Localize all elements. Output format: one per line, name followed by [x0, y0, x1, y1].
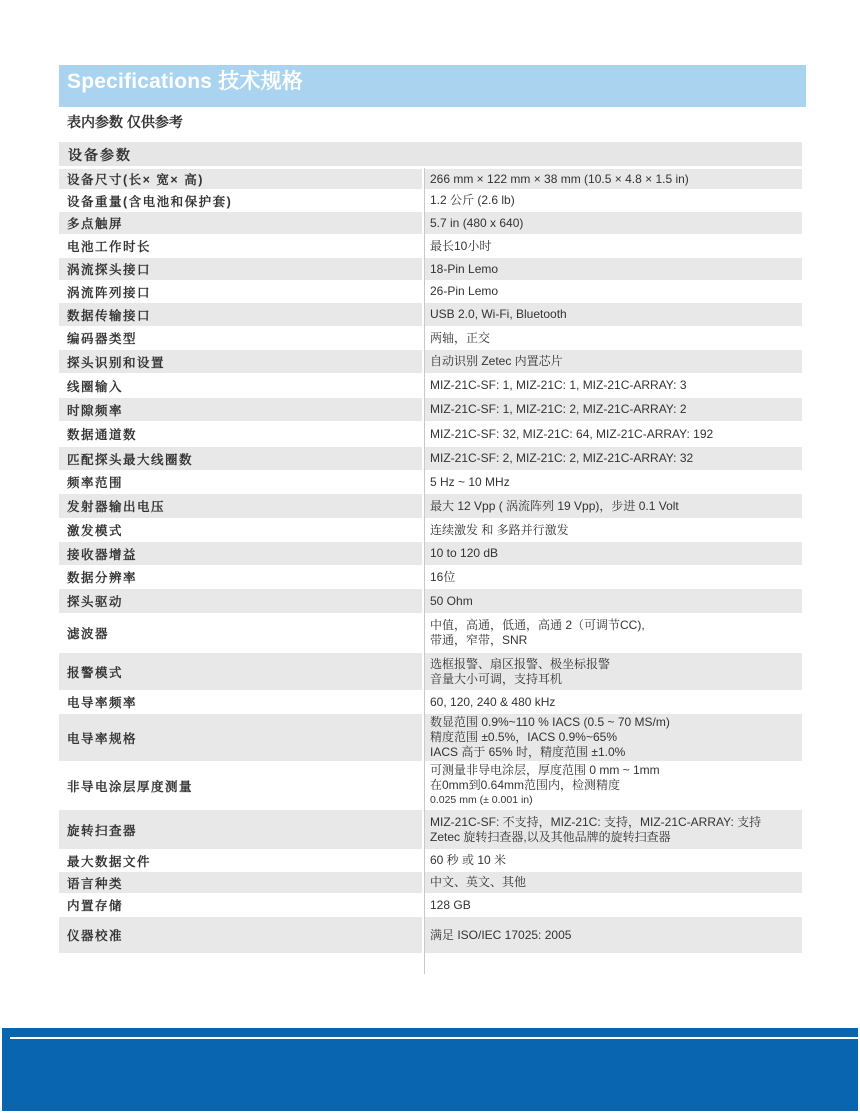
spec-value-line: 满足 ISO/IEC 17025: 2005 — [430, 927, 572, 942]
spec-label: 探头驱动 — [59, 589, 424, 613]
spec-value-line: 精度范围 ±0.5%，IACS 0.9%~65% — [430, 730, 617, 744]
spec-value-line: 5 Hz ~ 10 MHz — [430, 474, 510, 489]
spec-value-line: 带通，窄带，SNR — [430, 633, 528, 647]
spec-value — [424, 762, 802, 809]
spec-value-line: 266 mm × 122 mm × 38 mm (10.5 × 4.8 × 1.5 in) — [430, 171, 689, 186]
spec-label: 报警模式 — [59, 653, 424, 690]
spec-value-line: 数显范围 0.9%~110 % IACS (0.5 ~ 70 MS/m) — [430, 715, 670, 729]
spec-value — [424, 303, 802, 326]
spec-row — [59, 470, 802, 493]
spec-value-line: MIZ-21C-SF: 不支持，MIZ-21C: 支持，MIZ-21C-ARRAY: 支持 — [430, 814, 762, 829]
spec-label: 时隙频率 — [59, 398, 424, 421]
spec-row — [59, 809, 802, 849]
spec-label: 内置存储 — [59, 894, 424, 916]
spec-value — [424, 850, 802, 871]
spec-row — [59, 168, 802, 189]
footer-line — [10, 1037, 858, 1039]
spec-value — [424, 281, 802, 302]
spec-row — [59, 446, 802, 470]
spec-row — [59, 326, 802, 349]
spec-row — [59, 652, 802, 690]
spec-value-line: 50 Ohm — [430, 593, 473, 608]
spec-value — [424, 169, 802, 189]
spec-row — [59, 518, 802, 541]
spec-label: 设备重量(含电池和保护套) — [59, 190, 424, 211]
spec-row — [59, 916, 802, 953]
spec-table — [59, 168, 802, 953]
section-title: 设备参数 — [68, 147, 132, 163]
spec-value — [424, 235, 802, 257]
spec-value-line: 中值，高通，低通，高通 2（可调节CC), — [430, 618, 645, 632]
spec-row — [59, 541, 802, 565]
subtitle-note: 表内参数 仅供参考 — [67, 114, 183, 130]
page-title: Specifications 技术规格 — [67, 70, 304, 93]
spec-label: 涡流阵列接口 — [59, 281, 424, 302]
spec-value-line: 18-Pin Lemo — [430, 261, 499, 276]
spec-value — [424, 258, 802, 280]
spec-value-line: 中文、英文、其他 — [430, 875, 527, 889]
spec-row — [59, 257, 802, 280]
spec-label: 非导电涂层厚度测量 — [59, 762, 424, 809]
spec-value-line: 60 秒 或 10 米 — [430, 853, 507, 867]
footer-stripe — [2, 1028, 858, 1033]
spec-row — [59, 690, 802, 713]
spec-label: 滤波器 — [59, 614, 424, 652]
spec-row — [59, 349, 802, 373]
spec-value — [424, 714, 802, 761]
spec-label: 多点触屏 — [59, 212, 424, 234]
spec-value-line: 在0mm到0.64mm范围内，检测精度 — [430, 778, 621, 792]
spec-row — [59, 565, 802, 588]
spec-label: 仪器校准 — [59, 917, 424, 953]
spec-value-line: 0.025 mm (± 0.001 in) — [430, 794, 533, 806]
spec-value-line: Zetec 旋转扫查器,以及其他品牌的旋转扫查器 — [430, 829, 671, 844]
spec-value — [424, 398, 802, 421]
spec-label: 编码器类型 — [59, 327, 424, 349]
spec-value-line: 自动识别 Zetec 内置芯片 — [430, 354, 563, 368]
spec-value-line: 可测量非导电涂层，厚度范围 0 mm ~ 1mm — [430, 763, 660, 777]
spec-value — [424, 471, 802, 493]
spec-value — [424, 872, 802, 893]
spec-value-line: 音量大小可调，支持耳机 — [430, 671, 563, 686]
spec-value-line: MIZ-21C-SF: 1, MIZ-21C: 1, MIZ-21C-ARRAY: 3 — [430, 378, 687, 392]
spec-row — [59, 849, 802, 871]
spec-value-line: IACS 高于 65% 时，精度范围 ±1.0% — [430, 745, 626, 759]
spec-row — [59, 421, 802, 446]
spec-value-line: 5.7 in (480 x 640) — [430, 215, 524, 230]
spec-label: 电导率规格 — [59, 714, 424, 761]
spec-value — [424, 212, 802, 234]
spec-value — [424, 190, 802, 211]
spec-value — [424, 519, 802, 541]
spec-label: 设备尺寸(长× 宽× 高) — [59, 169, 424, 189]
spec-value — [424, 327, 802, 349]
spec-row — [59, 189, 802, 211]
spec-value — [424, 653, 802, 690]
spec-label: 涡流探头接口 — [59, 258, 424, 280]
spec-row — [59, 588, 802, 613]
spec-label: 激发模式 — [59, 519, 424, 541]
spec-value — [424, 447, 802, 470]
spec-label: 频率范围 — [59, 471, 424, 493]
spec-value — [424, 917, 802, 953]
column-divider — [424, 168, 425, 974]
spec-value-line: 最大 12 Vpp ( 涡流阵列 19 Vpp)，步进 0.1 Volt — [430, 498, 679, 513]
spec-label: 数据通道数 — [59, 422, 424, 446]
spec-value — [424, 589, 802, 613]
spec-value-line: 60, 120, 240 & 480 kHz — [430, 694, 556, 709]
spec-value — [424, 542, 802, 565]
spec-value — [424, 494, 802, 518]
spec-value-line: 两轴，正交 — [430, 330, 491, 345]
spec-value-line: 选框报警、扇区报警、极坐标报警 — [430, 656, 611, 671]
spec-row — [59, 280, 802, 302]
spec-label: 数据分辨率 — [59, 566, 424, 588]
spec-row — [59, 713, 802, 761]
spec-value — [424, 691, 802, 713]
spec-value-line: 最长10小时 — [430, 238, 492, 253]
spec-value-line: 连续激发 和 多路并行激发 — [430, 522, 569, 537]
title-bar — [59, 65, 806, 107]
spec-value — [424, 614, 802, 652]
spec-value — [424, 422, 802, 446]
spec-value-line: MIZ-21C-SF: 2, MIZ-21C: 2, MIZ-21C-ARRAY: 32 — [430, 451, 694, 465]
spec-row — [59, 893, 802, 916]
spec-value-line: 10 to 120 dB — [430, 546, 499, 560]
spec-value — [424, 810, 802, 849]
spec-label: 匹配探头最大线圈数 — [59, 447, 424, 470]
spec-value-line: 26-Pin Lemo — [430, 284, 499, 298]
spec-row — [59, 211, 802, 234]
spec-row — [59, 613, 802, 652]
footer-band — [2, 1033, 858, 1111]
spec-label: 电导率频率 — [59, 691, 424, 713]
spec-label: 线圈输入 — [59, 374, 424, 397]
spec-row — [59, 493, 802, 518]
spec-row — [59, 871, 802, 893]
spec-label: 探头识别和设置 — [59, 350, 424, 373]
spec-row — [59, 234, 802, 257]
spec-value — [424, 894, 802, 916]
spec-label: 电池工作时长 — [59, 235, 424, 257]
spec-value — [424, 350, 802, 373]
spec-row — [59, 397, 802, 421]
spec-label: 语言种类 — [59, 872, 424, 893]
spec-label: 最大数据文件 — [59, 850, 424, 871]
spec-label: 接收器增益 — [59, 542, 424, 565]
spec-value-line: 1.2 公斤 (2.6 lb) — [430, 193, 515, 207]
spec-value-line: 16位 — [430, 569, 456, 584]
spec-label: 发射器输出电压 — [59, 494, 424, 518]
spec-value — [424, 566, 802, 588]
spec-value-line: MIZ-21C-SF: 1, MIZ-21C: 2, MIZ-21C-ARRAY: 2 — [430, 402, 687, 416]
spec-value-line: 128 GB — [430, 897, 471, 912]
spec-value-line: MIZ-21C-SF: 32, MIZ-21C: 64, MIZ-21C-ARRAY: 192 — [430, 426, 714, 441]
spec-label: 旋转扫查器 — [59, 810, 424, 849]
spec-label: 数据传输接口 — [59, 303, 424, 326]
spec-row — [59, 373, 802, 397]
spec-row — [59, 302, 802, 326]
spec-row — [59, 761, 802, 809]
spec-value-line: USB 2.0, Wi-Fi, Bluetooth — [430, 307, 567, 321]
section-header — [59, 142, 802, 166]
spec-value — [424, 374, 802, 397]
